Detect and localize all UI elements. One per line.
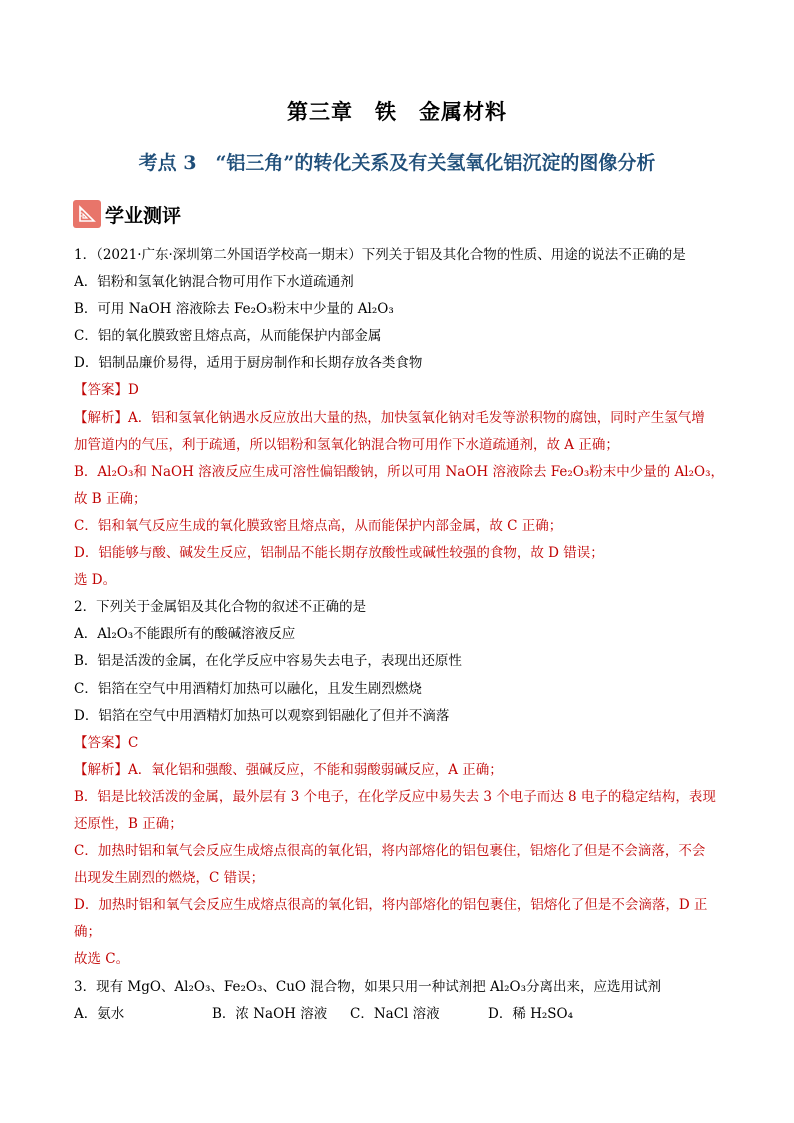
chapter-title: 第三章 铁 金属材料 (287, 99, 507, 124)
question-3-option-a: A．氨水 (74, 1005, 125, 1022)
question-2-option-b: B．铝是活泼的金属，在化学反应中容易失去电子，表现出还原性 (74, 653, 462, 670)
question-3-option-b: B．浓 NaOH 溶液 (212, 1005, 328, 1022)
question-2-explanation-line: 故选 C。 (74, 951, 130, 968)
question-1-option-c: C．铝的氧化膜致密且熔点高，从而能保护内部金属 (74, 328, 382, 345)
ruler-triangle-icon (73, 200, 101, 228)
question-2-answer: 【答案】C (74, 734, 139, 751)
question-1-option-b: B．可用 NaOH 溶液除去 Fe₂O₃粉末中少量的 Al₂O₃ (74, 301, 394, 318)
question-1-option-d: D．铝制品廉价易得，适用于厨房制作和长期存放各类食物 (74, 355, 423, 372)
question-2-stem: 2．下列关于金属铝及其化合物的叙述不正确的是 (74, 599, 367, 616)
question-3-option-c: C．NaCl 溶液 (350, 1005, 440, 1022)
question-1-explanation-line: 故 B 正确； (74, 490, 147, 507)
question-2-explanation-line: B．铝是比较活泼的金属，最外层有 3 个电子，在化学反应中易失去 3 个电子而达 8 电子的稳定结构，表现 (74, 788, 716, 805)
question-3-options (74, 1001, 730, 1028)
question-2-explanation-line: 确； (74, 924, 101, 941)
question-1-explanation-line: B．Al₂O₃和 NaOH 溶液反应生成可溶性偏铝酸钠，所以可用 NaOH 溶液除去 Fe₂O₃粉末中少量的 Al₂O₃， (74, 463, 724, 480)
question-2-option-c: C．铝箔在空气中用酒精灯加热可以融化，且发生剧烈燃烧 (74, 680, 422, 697)
question-1-stem: 1．（2021·广东·深圳第二外国语学校高一期末）下列关于铝及其化合物的性质、用途的说法不正确的是 (74, 247, 686, 263)
question-1-explanation-line: 选 D。 (74, 572, 117, 589)
question-2-explanation-line: 【解析】A．氧化铝和强酸、强碱反应，不能和弱酸弱碱反应，A 正确； (74, 761, 503, 778)
question-1-answer: 【答案】D (74, 382, 139, 399)
question-1-explanation-line: 【解析】A．铝和氢氧化钠遇水反应放出大量的热，加快氢氧化钠对毛发等淤积物的腐蚀，同时产生氢气增 (74, 409, 705, 426)
question-1-option-a: A．铝粉和氢氧化钠混合物可用作下水道疏通剂 (74, 274, 354, 291)
question-2-option-a: A．Al₂O₃不能跟所有的酸碱溶液反应 (74, 626, 296, 643)
section-label: 学业测评 (105, 204, 182, 227)
question-2-explanation-line: 出现发生剧烈的燃烧，C 错误； (74, 870, 265, 887)
question-2-explanation-line: C．加热时铝和氧气会反应生成熔点很高的氧化铝，将内部熔化的铝包裹住，铝熔化了但是不会滴落，不会 (74, 843, 706, 860)
question-1-explanation-line: D．铝能够与酸、碱发生反应，铝制品不能长期存放酸性或碱性较强的食物，故 D 错误； (74, 545, 604, 562)
question-3-option-d: D．稀 H₂SO₄ (488, 1005, 574, 1022)
question-2-explanation-line: 还原性，B 正确； (74, 815, 183, 832)
question-1-explanation-line: C．铝和氧气反应生成的氧化膜致密且熔点高，从而能保护内部金属，故 C 正确； (74, 517, 563, 534)
question-1-explanation-line: 加管道内的气压，利于疏通，所以铝粉和氢氧化钠混合物可用作下水道疏通剂，故 A 正确； (74, 436, 619, 453)
question-content (74, 242, 730, 1028)
section-header (73, 199, 181, 229)
question-3-stem: 3．现有 MgO、Al₂O₃、Fe₂O₃、CuO 混合物，如果只用一种试剂把 Al₂O₃分离出来，应选用试剂 (74, 978, 662, 995)
question-2-option-d: D．铝箔在空气中用酒精灯加热可以观察到铝融化了但并不滴落 (74, 707, 450, 724)
question-2-explanation-line: D．加热时铝和氧气会反应生成熔点很高的氧化铝，将内部熔化的铝包裹住，铝熔化了但是不会滴落，D 正 (74, 897, 708, 914)
topic-title: 考点 3 “铝三角”的转化关系及有关氢氧化铝沉淀的图像分析 (138, 152, 656, 174)
